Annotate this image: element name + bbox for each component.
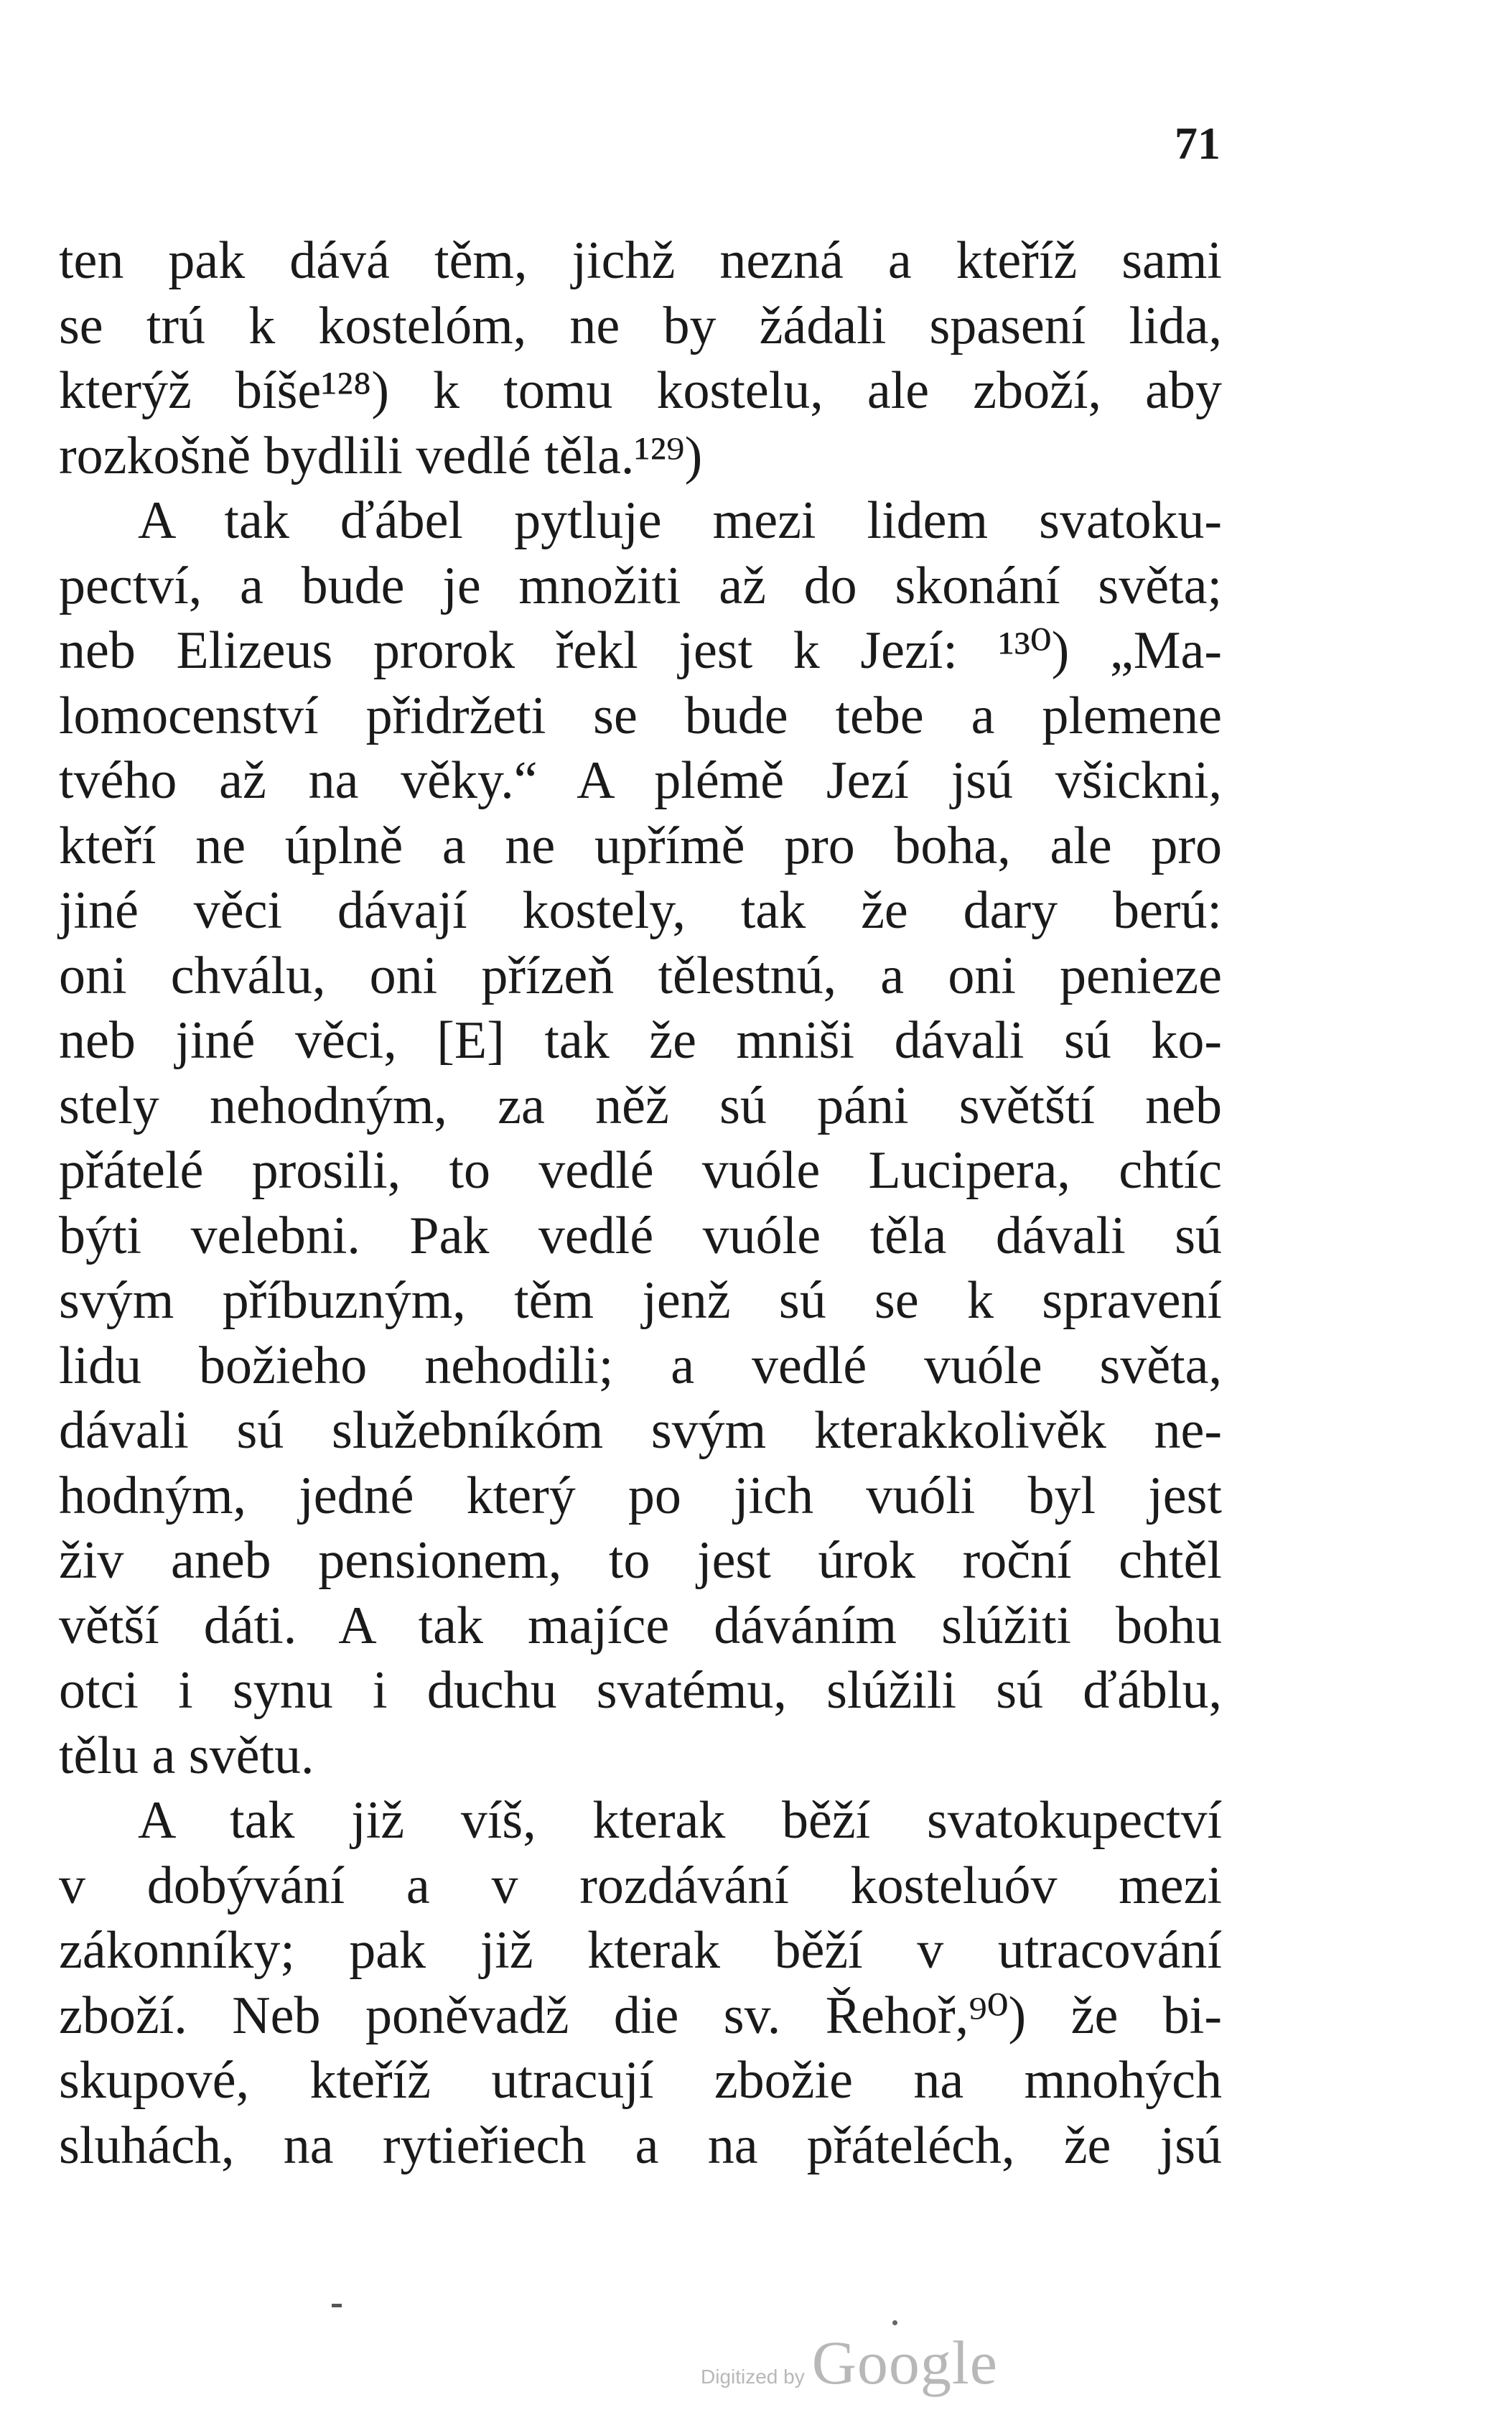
text-line: rozkošně bydlili vedlé těla.¹²⁹) (59, 426, 703, 485)
scan-speck (332, 2304, 342, 2307)
text-line: A tak ďábel pytluje mezi lidem svatoku- (138, 491, 1222, 550)
page-number: 71 (1175, 118, 1221, 169)
scan-speck (892, 2320, 897, 2325)
watermark-small-text: Digitized by (701, 2365, 805, 2388)
text-line: kterýž bíše¹²⁸) k tomu kostelu, ale zboží, aby (59, 361, 1222, 420)
digitization-watermark (701, 2327, 1002, 2399)
watermark-logo-text: Google (811, 2328, 998, 2397)
text-line: A tak již víš, kterak běží svatokupectví (138, 1791, 1222, 1850)
text-line: v dobývání a v rozdávání kosteluóv mezi (59, 1856, 1222, 1915)
text-line: kteří ne úplně a ne upřímě pro boha, ale pro (59, 816, 1222, 875)
text-line: neb Elizeus prorok řekl jest k Jezí: ¹³⁰) „Ma- (59, 621, 1222, 680)
text-line: živ aneb pensionem, to jest úrok roční chtěl (59, 1531, 1222, 1590)
text-line: zákonníky; pak již kterak běží v utracování (59, 1921, 1222, 1980)
text-line: hodným, jedné který po jich vuóli byl jest (59, 1466, 1222, 1525)
text-line: stely nehodným, za něž sú páni světští neb (59, 1076, 1222, 1135)
text-line: dávali sú služebníkóm svým kterakkolivěk ne- (59, 1401, 1222, 1460)
text-line: větší dáti. A tak majíce dáváním slúžiti bohu (59, 1596, 1222, 1655)
text-line: tvého až na věky.“ A plémě Jezí jsú všickni, (59, 751, 1222, 810)
text-line: lidu božieho nehodili; a vedlé vuóle světa, (59, 1336, 1222, 1395)
text-line: skupové, kteříž utracují zbožie na mnohých (59, 2051, 1222, 2110)
text-line: lomocenství přidržeti se bude tebe a plemene (59, 686, 1222, 745)
text-line: tělu a světu. (59, 1726, 314, 1785)
text-line: ten pak dává těm, jichž nezná a kteříž sami (59, 231, 1222, 290)
text-line: otci i synu i duchu svatému, slúžili sú ďáblu, (59, 1661, 1222, 1720)
text-line: přátelé prosili, to vedlé vuóle Lucipera, chtíc (59, 1141, 1222, 1200)
text-line: oni chválu, oni přízeň tělestnú, a oni penieze (59, 946, 1222, 1005)
text-line: se trú k kostelóm, ne by žádali spasení lida, (59, 296, 1222, 355)
text-line: neb jiné věci, [E] tak že mniši dávali sú ko- (59, 1011, 1222, 1070)
text-line: jiné věci dávají kostely, tak že dary berú: (59, 881, 1222, 940)
text-line: býti velebni. Pak vedlé vuóle těla dávali sú (59, 1206, 1222, 1265)
text-line: zboží. Neb poněvadž die sv. Řehoř,⁹⁰) že bi- (59, 1986, 1222, 2045)
body-text (59, 228, 1222, 2178)
text-line: svým příbuzným, těm jenž sú se k spravení (59, 1271, 1222, 1330)
text-line: sluhách, na rytieřiech a na přáteléch, že jsú (59, 2116, 1222, 2175)
text-line: pectví, a bude je množiti až do skonání světa; (59, 556, 1222, 615)
